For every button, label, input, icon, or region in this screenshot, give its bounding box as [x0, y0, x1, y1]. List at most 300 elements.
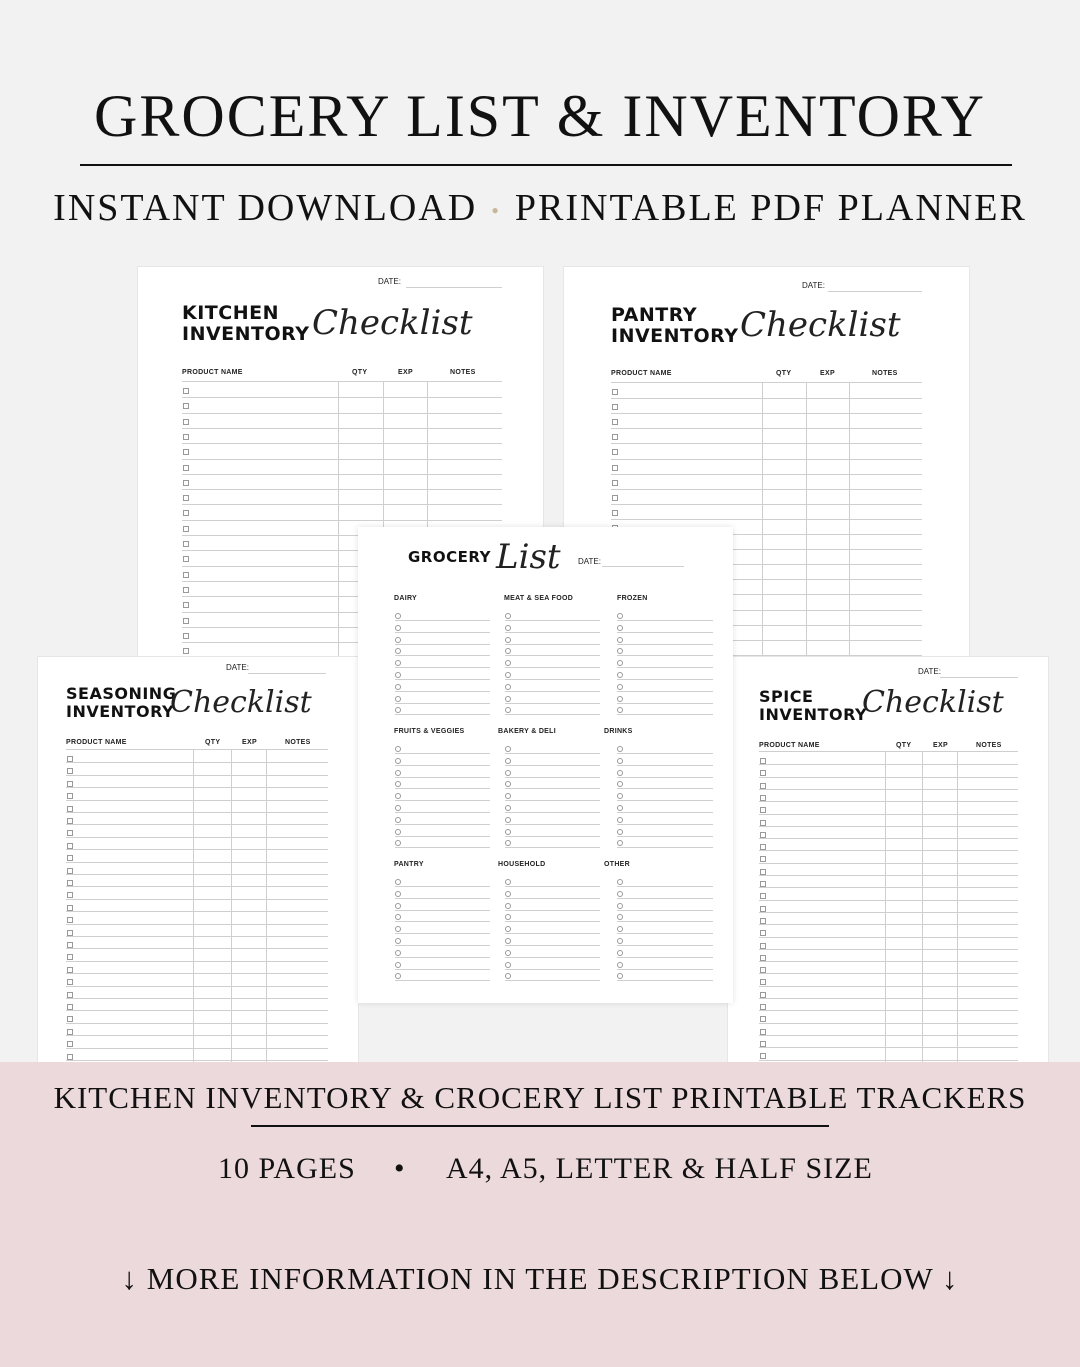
table-row-line [182, 443, 502, 444]
col-notes: NOTES [872, 370, 898, 377]
item-circle [395, 793, 401, 799]
item-circle [617, 758, 623, 764]
item-circle [617, 938, 623, 944]
row-checkbox [612, 419, 618, 425]
table-row-line [66, 874, 328, 875]
item-circle [395, 613, 401, 619]
table-row-line [66, 1023, 328, 1024]
item-circle [395, 707, 401, 713]
section-fruits-veggies: FRUITS & VEGGIES [394, 728, 465, 735]
item-circle [617, 707, 623, 713]
item-line [505, 777, 600, 778]
row-checkbox [612, 404, 618, 410]
item-line [395, 753, 490, 754]
item-circle [505, 829, 511, 835]
item-circle [617, 660, 623, 666]
item-line [617, 753, 713, 754]
col-qty: QTY [776, 370, 792, 377]
table-row-line [759, 850, 1018, 851]
item-circle [505, 840, 511, 846]
item-line [505, 945, 600, 946]
item-circle [395, 637, 401, 643]
item-circle [617, 613, 623, 619]
item-line [395, 886, 490, 887]
section-bakery-deli: BAKERY & DELI [498, 728, 556, 735]
sheet-title [759, 688, 867, 723]
table-row-line [759, 924, 1018, 925]
item-line [617, 703, 713, 704]
row-checkbox [67, 781, 73, 787]
item-circle [505, 648, 511, 654]
item-line [505, 980, 600, 981]
item-line [617, 655, 713, 656]
more-info-note: ↓ MORE INFORMATION IN THE DESCRIPTION BELOW ↓ [121, 1261, 959, 1296]
item-circle [395, 625, 401, 631]
date-line [828, 291, 922, 292]
item-circle [617, 891, 623, 897]
item-circle [617, 840, 623, 846]
table-row-line [66, 973, 328, 974]
row-checkbox [67, 979, 73, 985]
item-circle [505, 793, 511, 799]
col-notes: NOTES [450, 369, 476, 376]
item-circle [617, 805, 623, 811]
item-line [395, 632, 490, 633]
row-checkbox [612, 449, 618, 455]
item-line [395, 655, 490, 656]
item-line [395, 644, 490, 645]
item-line [395, 957, 490, 958]
table-row-line [611, 398, 922, 399]
sheet-title-line1: SPICE [759, 687, 814, 706]
item-circle [617, 817, 623, 823]
table-header-line [759, 751, 1018, 752]
table-row-line [611, 413, 922, 414]
item-circle [617, 770, 623, 776]
table-row-line [759, 777, 1018, 778]
col-exp: EXP [398, 369, 413, 376]
date-label: DATE: [802, 281, 825, 290]
item-circle [505, 926, 511, 932]
table-column-line [922, 751, 923, 1065]
row-checkbox [67, 917, 73, 923]
date-line [940, 677, 1018, 678]
item-circle [395, 696, 401, 702]
item-circle [617, 637, 623, 643]
table-row-line [66, 924, 328, 925]
item-circle [395, 891, 401, 897]
item-circle [617, 793, 623, 799]
item-line [505, 655, 600, 656]
item-circle [617, 672, 623, 678]
table-row-line [66, 948, 328, 949]
row-checkbox [67, 880, 73, 886]
item-line [617, 632, 713, 633]
item-circle [395, 684, 401, 690]
row-checkbox [67, 1004, 73, 1010]
script-heading: Checklist [312, 303, 473, 343]
grocery-title: GROCERY [408, 548, 491, 566]
item-circle [395, 829, 401, 835]
item-circle [505, 938, 511, 944]
row-checkbox [760, 832, 766, 838]
item-circle [395, 914, 401, 920]
item-circle [617, 781, 623, 787]
table-row-line [611, 504, 922, 505]
item-circle [505, 637, 511, 643]
subtitle-separator: • [491, 198, 501, 224]
row-checkbox [183, 510, 189, 516]
row-checkbox [612, 465, 618, 471]
item-line [505, 691, 600, 692]
table-row-line [759, 912, 1018, 913]
subtitle [0, 186, 1080, 230]
table-row-line [611, 428, 922, 429]
row-checkbox [183, 480, 189, 486]
date-line [248, 673, 326, 674]
title-divider [80, 164, 1012, 166]
row-checkbox [760, 893, 766, 899]
table-row-line [611, 519, 922, 520]
row-checkbox [183, 587, 189, 593]
table-row-line [182, 520, 502, 521]
table-row-line [611, 474, 922, 475]
item-line [617, 945, 713, 946]
item-line [505, 886, 600, 887]
banner-divider [251, 1125, 829, 1127]
banner-bullet: • [394, 1152, 405, 1185]
item-circle [617, 829, 623, 835]
item-line [505, 620, 600, 621]
sheet-title [611, 305, 739, 347]
row-checkbox [183, 602, 189, 608]
item-line [617, 679, 713, 680]
item-circle [617, 950, 623, 956]
item-line [505, 910, 600, 911]
grocery-list-sheet [358, 527, 733, 1003]
sheet-title-line2: INVENTORY [611, 324, 739, 347]
row-checkbox [183, 633, 189, 639]
table-row-line [759, 973, 1018, 974]
page-count: 10 PAGES [218, 1152, 356, 1185]
item-line [617, 714, 713, 715]
row-checkbox [67, 992, 73, 998]
row-checkbox [760, 979, 766, 985]
item-line [505, 644, 600, 645]
table-row-line [66, 886, 328, 887]
item-circle [505, 758, 511, 764]
row-checkbox [67, 954, 73, 960]
item-circle [617, 648, 623, 654]
row-checkbox [760, 992, 766, 998]
item-line [395, 836, 490, 837]
row-checkbox [760, 820, 766, 826]
row-checkbox [760, 1004, 766, 1010]
item-circle [395, 770, 401, 776]
table-row-line [182, 474, 502, 475]
item-line [505, 632, 600, 633]
section-household: HOUSEHOLD [498, 861, 546, 868]
row-checkbox [67, 967, 73, 973]
item-circle [505, 625, 511, 631]
row-checkbox [760, 758, 766, 764]
table-column-line [849, 382, 850, 665]
item-line [395, 847, 490, 848]
col-qty: QTY [205, 739, 221, 746]
item-line [505, 824, 600, 825]
item-line [505, 800, 600, 801]
item-line [617, 788, 713, 789]
paper-sizes: A4, A5, LETTER & HALF SIZE [446, 1152, 873, 1185]
item-line [505, 847, 600, 848]
row-checkbox [760, 1016, 766, 1022]
table-row-line [66, 961, 328, 962]
row-checkbox [760, 918, 766, 924]
date-label: DATE: [578, 557, 601, 566]
item-circle [395, 926, 401, 932]
item-line [395, 620, 490, 621]
row-checkbox [612, 389, 618, 395]
item-line [505, 679, 600, 680]
item-line [395, 969, 490, 970]
item-circle [395, 648, 401, 654]
row-checkbox [67, 768, 73, 774]
item-circle [505, 950, 511, 956]
table-row-line [182, 504, 502, 505]
item-circle [395, 879, 401, 885]
item-line [395, 910, 490, 911]
table-column-line [231, 749, 232, 1065]
item-line [617, 824, 713, 825]
row-checkbox [183, 495, 189, 501]
item-line [505, 969, 600, 970]
row-checkbox [760, 1053, 766, 1059]
row-checkbox [67, 1029, 73, 1035]
script-heading: Checklist [862, 685, 1004, 720]
sheet-title-line1: SEASONING [66, 684, 177, 703]
row-checkbox [67, 892, 73, 898]
row-checkbox [760, 807, 766, 813]
item-line [505, 957, 600, 958]
table-row-line [759, 1060, 1018, 1061]
subtitle-right: PRINTABLE PDF PLANNER [514, 187, 1027, 229]
item-line [395, 921, 490, 922]
table-row-line [759, 1047, 1018, 1048]
item-circle [395, 903, 401, 909]
item-circle [395, 660, 401, 666]
item-line [617, 921, 713, 922]
sheet-title [66, 685, 176, 720]
item-line [395, 800, 490, 801]
table-row-line [759, 887, 1018, 888]
table-row-line [66, 800, 328, 801]
row-checkbox [760, 967, 766, 973]
sheet-title [182, 303, 310, 345]
col-qty: QTY [896, 742, 912, 749]
sheet-title-line1: PANTRY [611, 304, 698, 326]
sheet-title-line1: KITCHEN [182, 302, 279, 324]
item-line [395, 667, 490, 668]
col-notes: NOTES [285, 739, 311, 746]
table-column-line [806, 382, 807, 665]
item-circle [395, 781, 401, 787]
item-line [395, 933, 490, 934]
table-row-line [66, 1060, 328, 1061]
col-qty: QTY [352, 369, 368, 376]
sheet-title-line2: INVENTORY [66, 701, 175, 721]
table-row-line [611, 443, 922, 444]
item-circle [617, 625, 623, 631]
table-row-line [66, 775, 328, 776]
row-checkbox [760, 955, 766, 961]
item-circle [505, 707, 511, 713]
row-checkbox [67, 793, 73, 799]
row-checkbox [67, 905, 73, 911]
row-checkbox [183, 541, 189, 547]
row-checkbox [183, 618, 189, 624]
item-line [395, 679, 490, 680]
table-row-line [66, 1035, 328, 1036]
item-circle [505, 914, 511, 920]
item-circle [617, 926, 623, 932]
col-product-name: PRODUCT NAME [66, 739, 127, 746]
table-column-line [338, 381, 339, 665]
table-row-line [759, 814, 1018, 815]
section-other: OTHER [604, 861, 630, 868]
spice-inventory-sheet [728, 657, 1048, 1067]
row-checkbox [183, 434, 189, 440]
table-row-line [66, 1010, 328, 1011]
item-line [395, 788, 490, 789]
item-line [505, 921, 600, 922]
row-checkbox [760, 869, 766, 875]
row-checkbox [760, 881, 766, 887]
row-checkbox [183, 403, 189, 409]
table-row-line [66, 862, 328, 863]
item-circle [505, 781, 511, 787]
item-line [395, 777, 490, 778]
item-circle [395, 817, 401, 823]
row-checkbox [760, 1041, 766, 1047]
row-checkbox [67, 806, 73, 812]
table-row-line [759, 937, 1018, 938]
item-line [395, 812, 490, 813]
item-line [505, 812, 600, 813]
item-circle [505, 684, 511, 690]
row-checkbox [760, 943, 766, 949]
table-row-line [66, 837, 328, 838]
item-circle [617, 903, 623, 909]
date-label: DATE: [378, 277, 401, 286]
row-checkbox [760, 1029, 766, 1035]
item-circle [617, 962, 623, 968]
item-circle [505, 962, 511, 968]
table-row-line [66, 998, 328, 999]
table-row-line [66, 911, 328, 912]
row-checkbox [183, 465, 189, 471]
table-row-line [66, 762, 328, 763]
item-line [617, 910, 713, 911]
row-checkbox [183, 419, 189, 425]
table-row-line [611, 459, 922, 460]
col-product-name: PRODUCT NAME [182, 369, 243, 376]
table-row-line [66, 899, 328, 900]
item-circle [395, 746, 401, 752]
table-row-line [759, 801, 1018, 802]
table-row-line [182, 489, 502, 490]
item-circle [617, 746, 623, 752]
row-checkbox [67, 1054, 73, 1060]
sheet-title-line2: INVENTORY [182, 322, 310, 345]
item-line [505, 933, 600, 934]
item-circle [395, 950, 401, 956]
item-circle [505, 672, 511, 678]
item-line [617, 969, 713, 970]
table-row-line [759, 1010, 1018, 1011]
item-circle [617, 684, 623, 690]
row-checkbox [183, 648, 189, 654]
row-checkbox [612, 434, 618, 440]
table-header-line [182, 381, 502, 382]
row-checkbox [760, 856, 766, 862]
table-row-line [66, 787, 328, 788]
item-line [395, 765, 490, 766]
section-frozen: FROZEN [617, 595, 648, 602]
table-row-line [66, 986, 328, 987]
item-circle [505, 696, 511, 702]
col-product-name: PRODUCT NAME [759, 742, 820, 749]
col-notes: NOTES [976, 742, 1002, 749]
row-checkbox [612, 480, 618, 486]
table-row-line [759, 1023, 1018, 1024]
table-row-line [66, 1048, 328, 1049]
row-checkbox [760, 906, 766, 912]
item-circle [505, 891, 511, 897]
sheet-title-line2: INVENTORY [759, 704, 868, 724]
item-line [617, 847, 713, 848]
item-line [505, 898, 600, 899]
col-exp: EXP [820, 370, 835, 377]
table-column-line [193, 749, 194, 1065]
item-circle [505, 805, 511, 811]
item-line [505, 765, 600, 766]
table-row-line [759, 789, 1018, 790]
table-row-line [759, 863, 1018, 864]
row-checkbox [760, 930, 766, 936]
row-checkbox [183, 572, 189, 578]
date-label: DATE: [226, 663, 249, 672]
item-line [617, 898, 713, 899]
row-checkbox [67, 818, 73, 824]
item-line [395, 945, 490, 946]
table-header-line [611, 382, 922, 383]
item-line [617, 644, 713, 645]
row-checkbox [67, 830, 73, 836]
section-meat-sea-food: MEAT & SEA FOOD [504, 595, 574, 602]
script-heading: List [496, 537, 561, 577]
col-exp: EXP [933, 742, 948, 749]
table-column-line [266, 749, 267, 1065]
item-line [617, 800, 713, 801]
item-line [617, 957, 713, 958]
row-checkbox [183, 388, 189, 394]
table-row-line [759, 998, 1018, 999]
item-circle [395, 758, 401, 764]
item-line [617, 691, 713, 692]
row-checkbox [612, 495, 618, 501]
item-circle [505, 613, 511, 619]
row-checkbox [760, 795, 766, 801]
